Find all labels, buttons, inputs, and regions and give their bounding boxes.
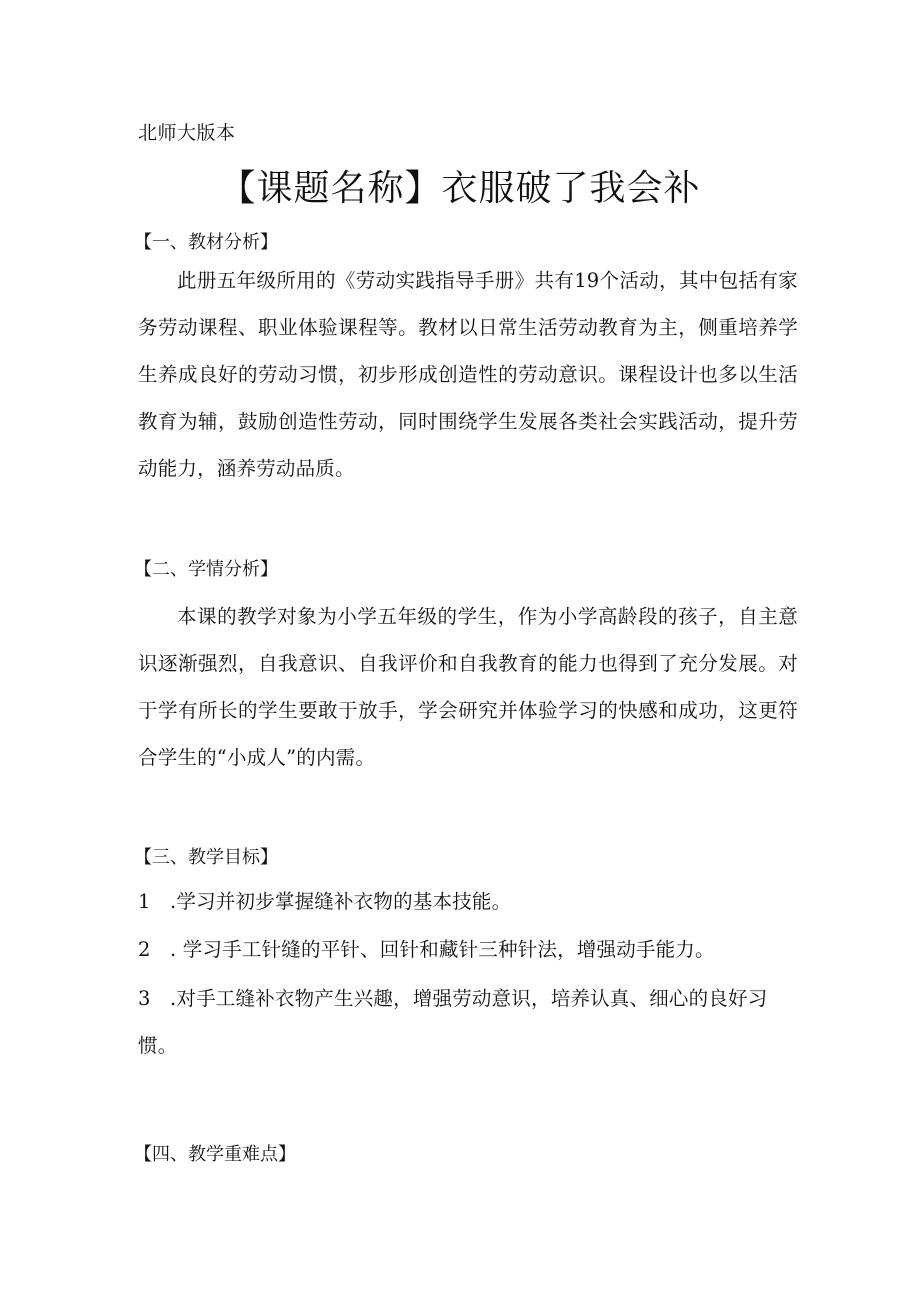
goal-item: [138, 975, 788, 1069]
section-heading-textbook-analysis: 【一、教材分析】: [134, 232, 278, 253]
publisher-label: 北师大版本: [138, 122, 236, 144]
goal-item: [138, 878, 788, 925]
goal-item-number: 2: [138, 938, 151, 961]
goal-item-number: 3: [138, 987, 151, 1010]
section-heading-teaching-goals: 【三、教学目标】: [134, 847, 278, 868]
goal-item: [138, 926, 788, 973]
section-heading-key-points: 【四、教学重难点】: [134, 1144, 296, 1165]
section-paragraph-student-analysis: 本课的教学对象为小学五年级的学生，作为小学高龄段的孩子，自主意识逐渐强烈，自我意识、自我评价和自我教育的能力也得到了充分发展。对于学有所长的学生要敢于放手，学会研究并体验学习的快感和成功，这更符合学生的“小成人”的内需。: [138, 605, 798, 769]
section-heading-student-analysis: 【二、学情分析】: [134, 559, 278, 580]
goal-item-text: . 学习手工针缝的平针、回针和藏针三种针法，增强动手能力。: [170, 938, 715, 961]
goal-item-text: .学习并初步掌握缝补衣物的基本技能。: [170, 890, 512, 913]
page-title: 【课题名称】衣服破了我会补: [219, 168, 701, 209]
goal-item-number: 1: [138, 890, 151, 913]
section-paragraph-textbook-analysis: 此册五年级所用的《劳动实践指导手册》共有19个活动，其中包括有家务劳动课程、职业体验课程等。教材以日常生活劳动教育为主，侧重培养学生养成良好的劳动习惯，初步形成创造性的劳动意识。课程设计也多以生活教育为辅，鼓励创造性劳动，同时围绕学生发展各类社会实践活动，提升劳动能力，涵养劳动品质。: [138, 269, 798, 480]
goal-item-text: .对手工缝补衣物产生兴趣，增强劳动意识，培养认真、细心的良好习惯。: [138, 987, 768, 1057]
